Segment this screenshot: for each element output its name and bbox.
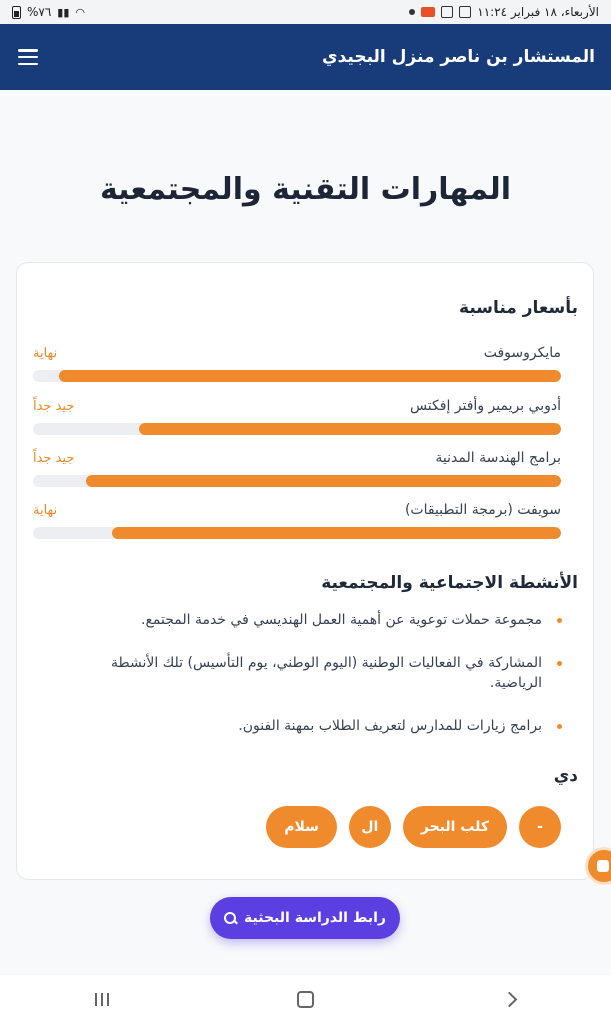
notification-dot-icon <box>409 9 415 15</box>
app-notification-icon <box>441 6 453 18</box>
skill-level: نهاية <box>33 502 58 518</box>
bullet-icon <box>557 724 562 729</box>
skill-level: جيد جداً <box>33 450 75 466</box>
activity-text: مجموعة حملات توعوية عن أهمية العمل الهنديسي في خدمة المجتمع. <box>141 612 542 628</box>
tag-button[interactable]: - <box>519 806 561 848</box>
skill-item <box>33 395 561 435</box>
tag-button[interactable]: سلام <box>266 806 337 848</box>
skill-progress-track <box>33 475 561 487</box>
page-title: المهارات التقنية والمجتمعية <box>99 172 512 207</box>
skill-progress-fill <box>112 527 561 539</box>
skill-progress-track <box>33 423 561 435</box>
status-time-date: الأربعاء، ١٨ فبراير ١١:٢٤ <box>477 5 599 19</box>
activities-list <box>62 610 562 759</box>
skill-progress-track <box>33 370 561 382</box>
activity-text: المشاركة في الفعاليات الوطنية (اليوم الوطني، يوم التأسيس) تلك الأنشطة الرياضية. <box>111 655 542 691</box>
skills-section-title: بأسعار مناسبة <box>459 298 578 318</box>
skill-progress-track <box>33 527 561 539</box>
skill-item <box>33 342 561 382</box>
home-icon <box>297 991 314 1008</box>
activity-text: برامج زيارات للمدارس لتعريف الطلاب بمهنة الفنون. <box>238 718 542 734</box>
back-button[interactable] <box>479 985 539 1015</box>
skill-level: نهاية <box>33 345 58 361</box>
status-right <box>409 5 599 19</box>
tags-row <box>266 806 561 848</box>
skill-progress-fill <box>139 423 561 435</box>
status-bar <box>0 0 611 24</box>
recents-icon <box>95 993 109 1006</box>
activities-section-title: الأنشطة الاجتماعية والمجتمعية <box>321 573 578 593</box>
skill-level: جيد جداً <box>33 398 75 414</box>
home-button[interactable] <box>275 985 335 1015</box>
skill-name: أدوبي بريمير وأفتر إفكتس <box>409 398 561 414</box>
research-link-label: رابط الدراسة البحثية <box>244 910 386 926</box>
search-icon <box>224 912 236 924</box>
list-item <box>62 716 562 736</box>
skill-item <box>33 447 561 487</box>
battery-level: %٧٦ <box>27 5 52 19</box>
battery-icon <box>12 6 21 19</box>
tag-button[interactable]: ال <box>349 806 391 848</box>
skill-item <box>33 499 561 539</box>
skill-name: برامج الهندسة المدنية <box>435 450 561 466</box>
app-header <box>0 24 611 90</box>
wifi-icon: ◠ <box>75 5 86 19</box>
app-title: المستشار بن ناصر منزل البجيدي <box>322 47 595 67</box>
list-item <box>62 610 562 630</box>
image-notification-icon <box>459 6 471 18</box>
hamburger-menu-icon[interactable] <box>18 49 38 65</box>
skill-progress-fill <box>86 475 561 487</box>
system-nav-bar <box>0 975 611 1024</box>
signal-icon: ▮▮ <box>57 5 70 19</box>
bullet-icon <box>557 661 562 666</box>
bullet-icon <box>557 618 562 623</box>
skill-name: سويفت (برمجة التطبيقات) <box>404 502 561 518</box>
list-item <box>62 653 562 693</box>
skill-name: مايكروسوفت <box>483 345 561 361</box>
status-left <box>12 5 85 19</box>
back-icon <box>501 992 517 1008</box>
skill-progress-fill <box>59 370 561 382</box>
research-link-button[interactable] <box>210 897 400 939</box>
tags-section-title: دي <box>553 766 578 786</box>
tag-button[interactable]: كلب البحر <box>403 806 507 848</box>
recents-button[interactable] <box>72 985 132 1015</box>
screen-record-icon <box>421 7 435 17</box>
